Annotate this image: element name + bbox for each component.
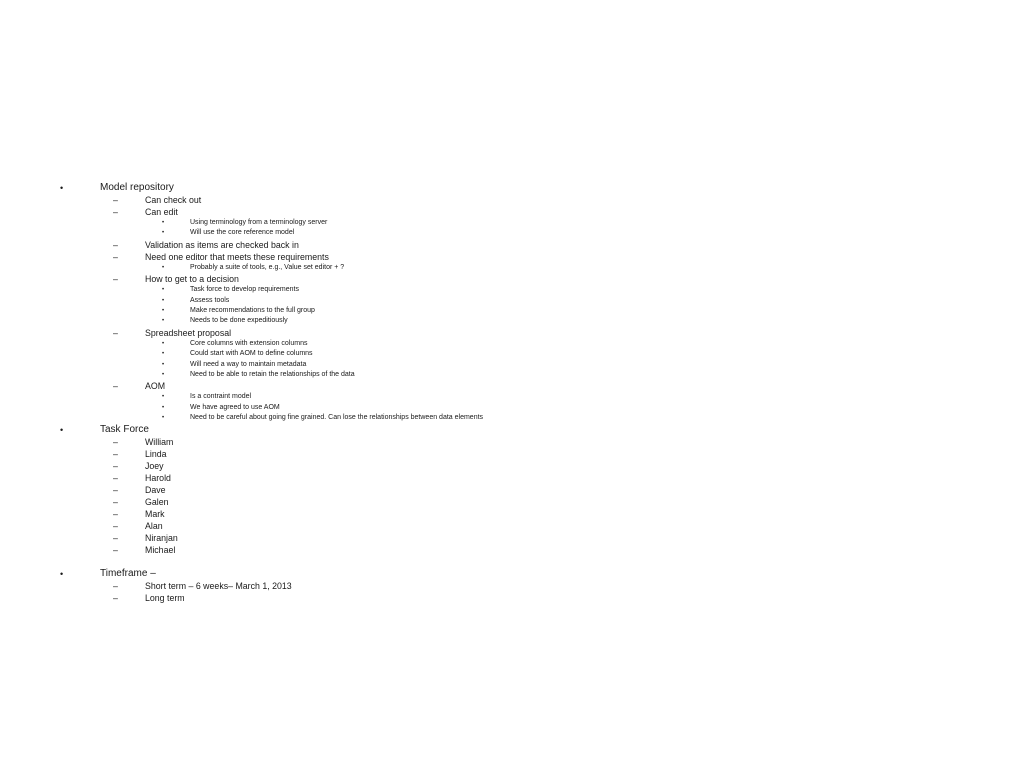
outline-item-text: Will need a way to maintain metadata [190, 360, 307, 368]
bullet-dot: • [60, 568, 64, 579]
outline-item-level-2 [0, 484, 1024, 496]
outline-item-text: Can check out [145, 195, 202, 205]
outline-item-text: Make recommendations to the full group [190, 307, 315, 315]
outline-item-text: Using terminology from a terminology server [190, 219, 328, 226]
dash-bullet: – [113, 436, 118, 447]
outline-item-level-3 [0, 296, 1024, 306]
outline-item-level-1 [0, 182, 1024, 194]
dash-bullet: – [113, 472, 118, 483]
outline-item-level-3 [0, 306, 1024, 316]
bullet-dot: • [162, 230, 165, 237]
slide-outline [0, 182, 1024, 604]
outline-item-level-3 [0, 349, 1024, 359]
bullet-dot: • [162, 264, 165, 271]
outline-item-level-2 [0, 436, 1024, 448]
outline-item-text: Joey [145, 460, 164, 471]
outline-item-text: Galen [145, 496, 169, 507]
dash-bullet: – [113, 532, 118, 543]
bullet-dot: • [60, 424, 64, 435]
outline-item-text: Probably a suite of tools, e.g., Value set editor + ? [190, 263, 345, 271]
dash-bullet: – [113, 508, 118, 519]
outline-item-level-3 [0, 263, 1024, 273]
outline-item-text: Niranjan [145, 532, 178, 543]
outline-item-level-2 [0, 508, 1024, 520]
outline-item-level-3 [0, 218, 1024, 228]
outline-item-text: Need to be careful about going fine grained. Can lose the relationships between data elements [190, 414, 484, 422]
outline-item-level-3 [0, 370, 1024, 380]
outline-item-text: Can edit [145, 207, 178, 217]
outline-item-text: Will use the core reference model [190, 229, 295, 237]
outline-item-level-1 [0, 568, 1024, 580]
outline-item-text: Mark [145, 508, 165, 519]
dash-bullet: – [113, 520, 118, 531]
dash-bullet: – [113, 496, 118, 507]
outline-item-text: Long term [145, 592, 185, 603]
dash-bullet: – [113, 580, 118, 591]
dash-bullet: – [113, 239, 118, 250]
outline-item-level-2 [0, 206, 1024, 218]
outline-item-text: Task force to develop requirements [190, 286, 299, 294]
dash-bullet: – [113, 460, 118, 471]
outline-item-text: William [145, 436, 174, 447]
dash-bullet: – [113, 381, 118, 392]
outline-item-text: Needs to be done expeditiously [190, 317, 288, 325]
bullet-dot: • [60, 183, 64, 193]
bullet-dot: • [162, 287, 165, 294]
outline-item-text: Spreadsheet proposal [145, 327, 232, 338]
outline-item-text: Timeframe – [100, 567, 156, 579]
outline-item-text: Alan [145, 520, 163, 531]
outline-item-level-3 [0, 316, 1024, 326]
dash-bullet: – [113, 327, 118, 338]
bullet-dot: • [162, 220, 165, 226]
outline-item-level-3 [0, 392, 1024, 402]
outline-item-text: Harold [145, 472, 171, 483]
bullet-dot: • [162, 394, 165, 401]
bullet-dot: • [162, 308, 165, 315]
outline-item-level-2 [0, 472, 1024, 484]
blank-line [0, 556, 1024, 568]
outline-item-level-2 [0, 448, 1024, 460]
outline-item-text: AOM [145, 381, 166, 392]
outline-item-level-2 [0, 327, 1024, 339]
outline-item-level-3 [0, 285, 1024, 295]
bullet-dot: • [162, 297, 165, 304]
outline-item-level-3 [0, 360, 1024, 370]
dash-bullet: – [113, 544, 118, 555]
bullet-dot: • [162, 372, 165, 379]
outline-item-text: Core columns with extension columns [190, 339, 308, 347]
outline-item-level-3 [0, 403, 1024, 413]
dash-bullet: – [113, 448, 118, 459]
outline-item-text: Linda [145, 448, 167, 459]
outline-item-level-3 [0, 413, 1024, 423]
outline-item-level-2 [0, 460, 1024, 472]
bullet-dot: • [162, 340, 165, 347]
dash-bullet: – [113, 207, 118, 217]
outline-item-text: Validation as items are checked back in [145, 239, 299, 250]
outline-item-text: Need one editor that meets these requirements [145, 251, 329, 262]
bullet-dot: • [162, 351, 165, 358]
outline-item-level-2 [0, 544, 1024, 556]
dash-bullet: – [113, 195, 118, 205]
outline-item-text: Model repository [100, 182, 174, 193]
dash-bullet: – [113, 274, 118, 285]
outline-item-level-1 [0, 424, 1024, 436]
outline-item-level-2 [0, 496, 1024, 508]
bullet-dot: • [162, 361, 165, 368]
outline-item-level-2 [0, 380, 1024, 392]
outline-item-level-2 [0, 194, 1024, 206]
dash-bullet: – [113, 251, 118, 262]
outline-item-level-2 [0, 532, 1024, 544]
outline-item-level-2 [0, 592, 1024, 604]
outline-item-level-3 [0, 228, 1024, 238]
outline-item-text: Dave [145, 484, 166, 495]
outline-item-level-2 [0, 273, 1024, 285]
outline-item-text: Short term – 6 weeks– March 1, 2013 [145, 580, 292, 591]
dash-bullet: – [113, 484, 118, 495]
outline-item-level-2 [0, 580, 1024, 592]
outline-item-text: Need to be able to retain the relationships of the data [190, 371, 355, 379]
outline-item-text: Could start with AOM to define columns [190, 350, 313, 358]
outline-item-text: We have agreed to use AOM [190, 403, 280, 411]
outline-item-text: Is a contraint model [190, 393, 252, 401]
outline-item-level-2 [0, 239, 1024, 251]
bullet-dot: • [162, 404, 165, 411]
bullet-dot: • [162, 415, 165, 422]
outline-item-text: Assess tools [190, 296, 230, 304]
outline-item-text: Michael [145, 544, 176, 555]
outline-item-text: Task Force [100, 423, 149, 435]
outline-item-level-2 [0, 520, 1024, 532]
outline-item-text: How to get to a decision [145, 274, 239, 285]
outline-item-level-2 [0, 251, 1024, 263]
bullet-dot: • [162, 318, 165, 325]
outline-item-level-3 [0, 339, 1024, 349]
dash-bullet: – [113, 592, 118, 603]
